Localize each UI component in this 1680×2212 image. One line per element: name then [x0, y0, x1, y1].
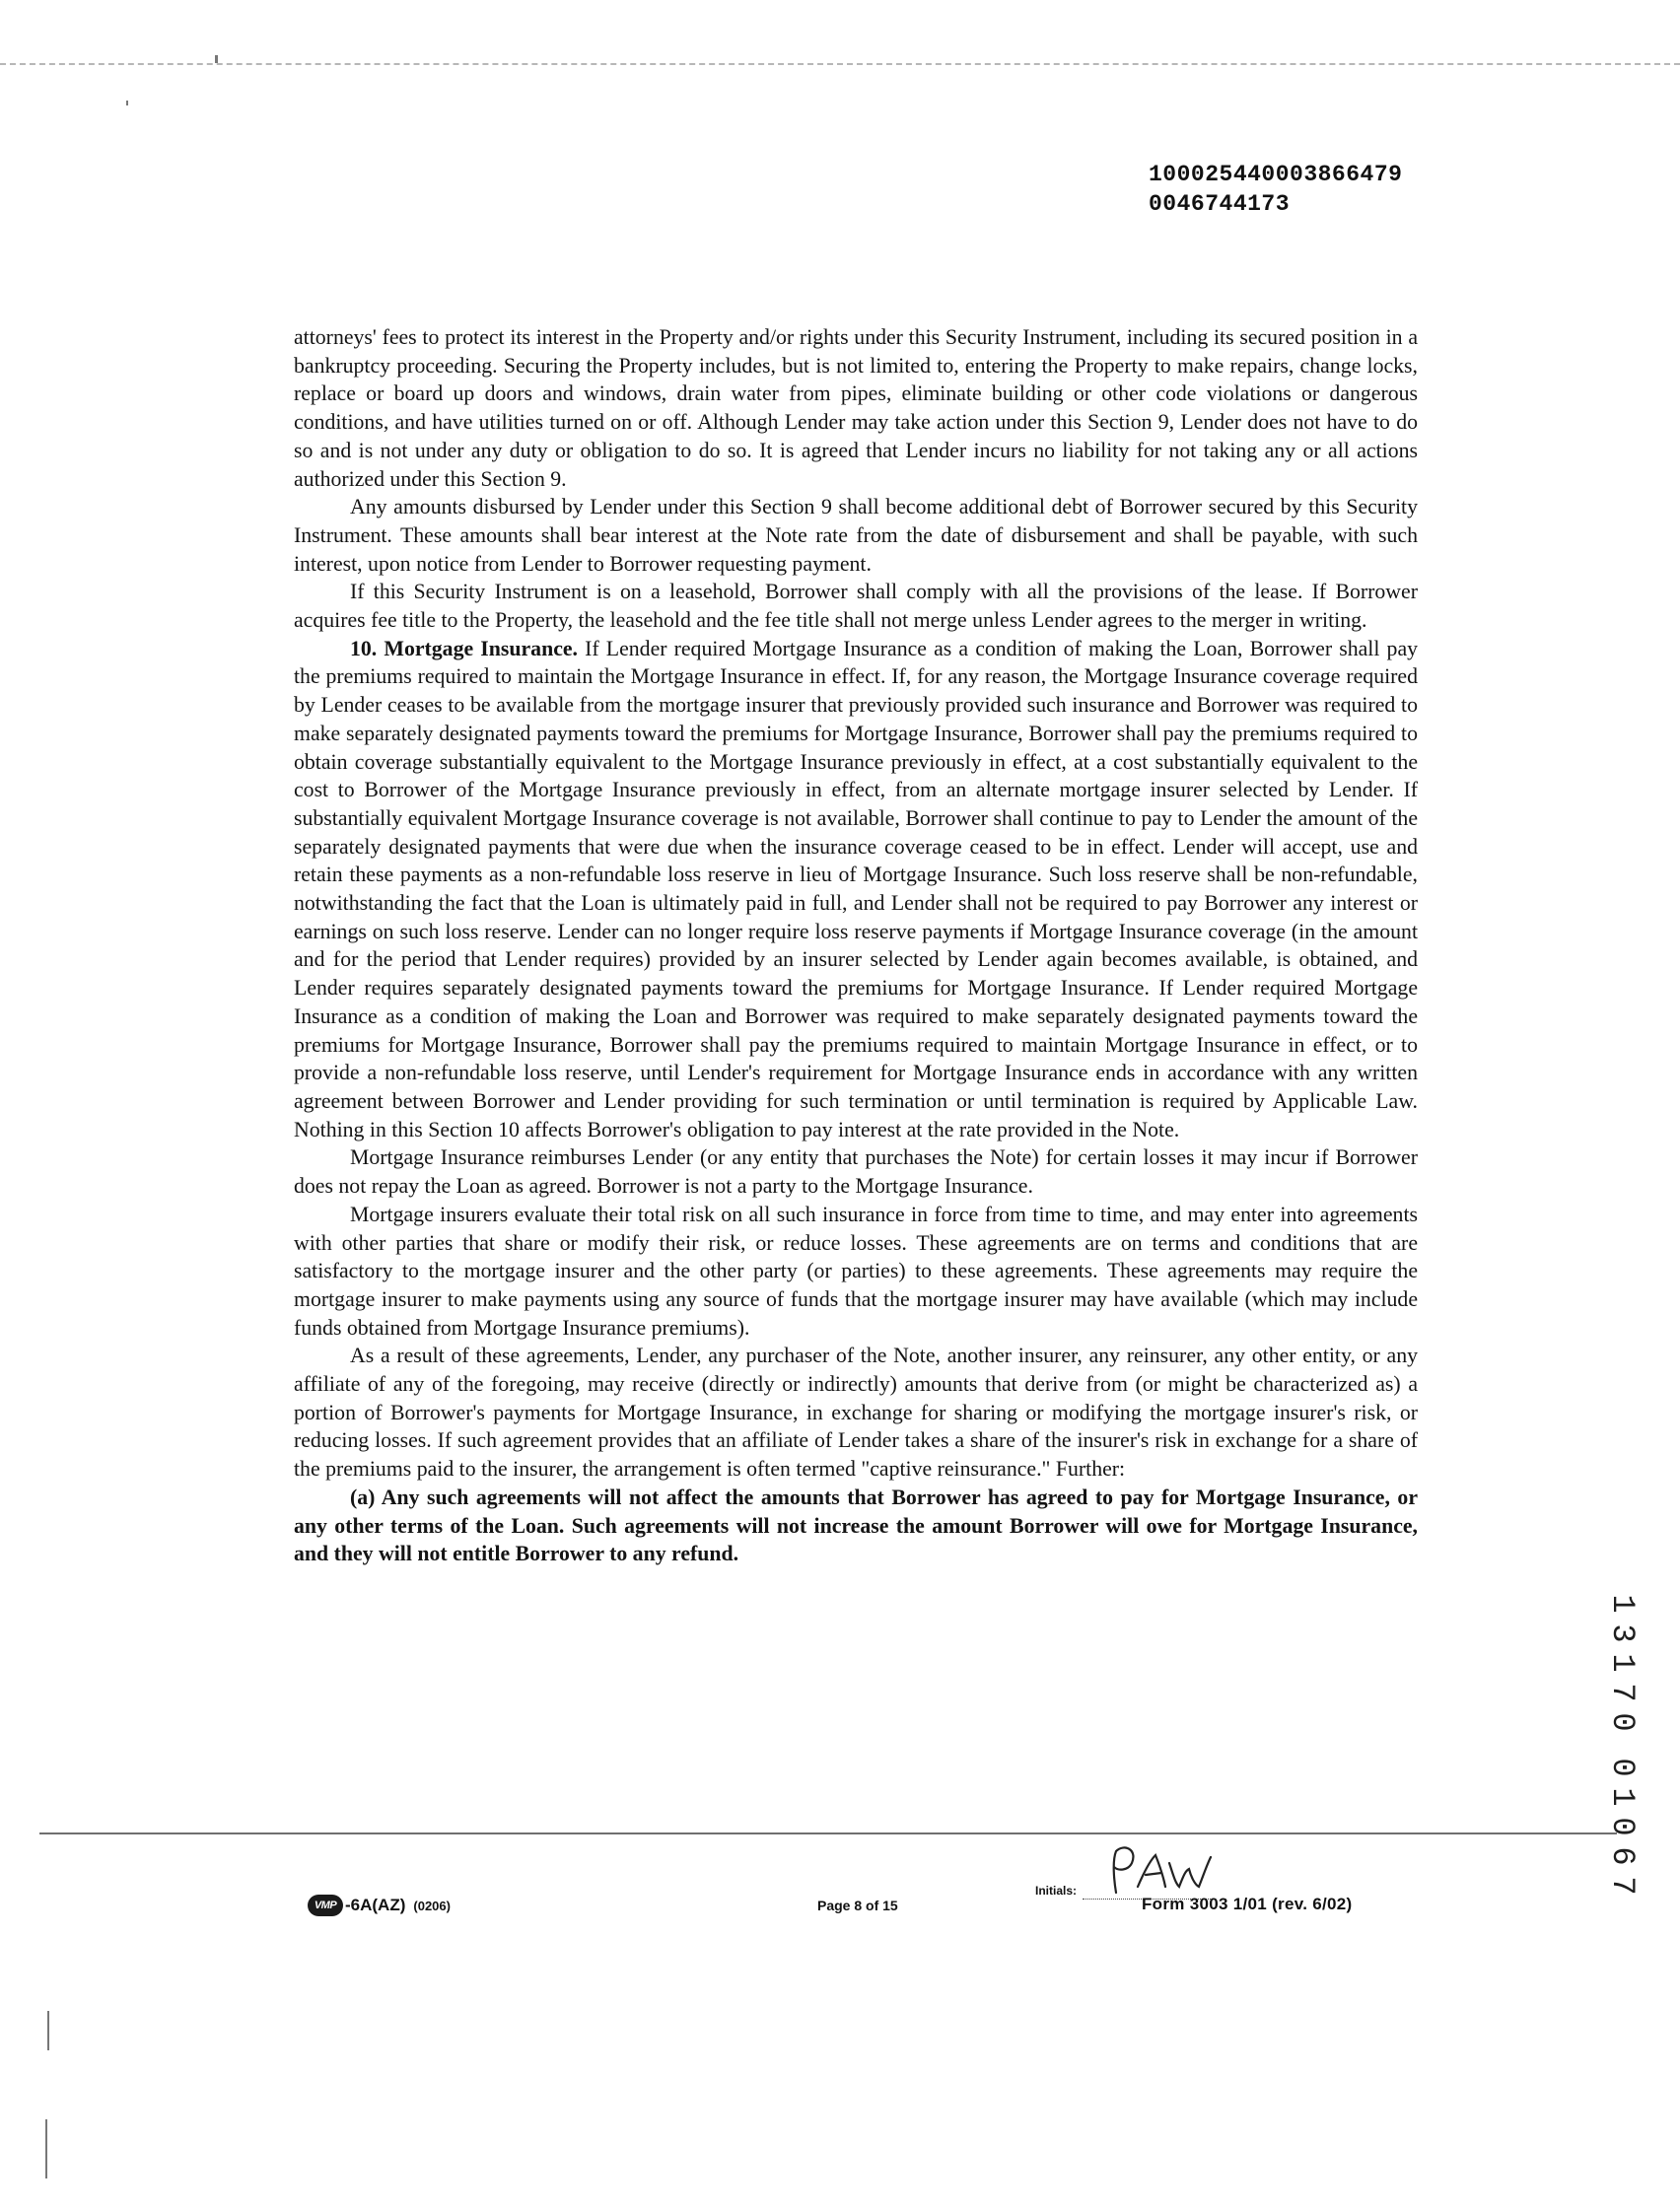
section-10-paragraph: [294, 635, 1418, 1144]
document-identifiers: [1149, 160, 1402, 219]
stamp-digit: 1: [1604, 1594, 1641, 1614]
paragraph-mi-reimburses: Mortgage Insurance reimburses Lender (or any entity that purchases the Note) for certain losses it may incur if Borrower does not repay the Loan as agreed. Borrower is not a party to the Mortgage Insurance.: [294, 1145, 1418, 1199]
vmp-logo-icon: VMP: [308, 1895, 343, 1916]
form-code-text: -6A(AZ): [345, 1896, 406, 1914]
footer-divider: [39, 1832, 1617, 1834]
paragraph-mi-insurers-evaluate: Mortgage insurers evaluate their total risk on all such insurance in force from time to time, and may enter into agreements with other parties that share or modify their risk, or reduce losses. These agreements are on terms and conditions that are satisfactory to the mortgage insurer and the other party (or parties) to these agreements. These agreements may require the mortgage insurer to make payments using any source of funds that the mortgage insurer may have available (which may include funds obtained from Mortgage Insurance premiums).: [294, 1202, 1418, 1340]
scan-speck: [45, 2119, 47, 2178]
loan-number: 100025440003866479: [1149, 162, 1403, 187]
paragraph-agreements-result: As a result of these agreements, Lender, any purchaser of the Note, another insurer, any reinsurer, any other entity, or any affiliate of any of the foregoing, may receive (directly or indirectly) amounts that derive from (or might be characterized as) a portion of Borrower's payments for Mortgage Insurance, in exchange for sharing or modifying the mortgage insurer's risk, or reducing losses. If such agreement provides that an affiliate of Lender takes a share of the insurer's risk in exchange for a share of the premiums paid to the insurer, the arrangement is often termed "captive reinsurance." Further:: [294, 1344, 1418, 1482]
paragraph-leasehold: If this Security Instrument is on a leasehold, Borrower shall comply with all the provisions of the lease. If Borrower acquires fee title to the Property, the leasehold and the fee title shall not merge unless Lender agrees to the merger in writing.: [294, 580, 1418, 633]
form-number: Form 3003 1/01 (rev. 6/02): [1142, 1895, 1353, 1913]
page-number: Page 8 of 15: [817, 1898, 898, 1913]
scan-speck: [215, 55, 218, 63]
paragraph-amounts-disbursed: Any amounts disbursed by Lender under this Section 9 shall become additional debt of Borrower secured by this Security Instrument. These amounts shall bear interest at the Note rate from the date of disbursement and shall be payable, with such interest, upon notice from Lender to Borrower requesting payment.: [294, 495, 1418, 576]
scan-speck: [126, 101, 128, 105]
document-body: [294, 323, 1418, 1568]
paragraph-securing-property: attorneys' fees to protect its interest in the Property and/or rights under this Security Instrument, including its secured position in a bankruptcy proceeding. Securing the Property includes, but is not limited to, entering the Property to make repairs, change locks, replace or board up doors and windows, drain water from pipes, eliminate building or other code violations or dangerous conditions, and have utilities turned on or off. Although Lender may take action under this Section 9, Lender does not have to do so and is not under any duty or obligation to do so. It is agreed that Lender incurs no liability for not taking any or all actions authorized under this Section 9.: [294, 325, 1418, 491]
stamp-digit: 0: [1604, 1817, 1641, 1836]
handwritten-initials-signature: [1102, 1841, 1221, 1901]
stamp-digit: 1: [1604, 1653, 1641, 1673]
reference-number: 0046744173: [1149, 191, 1291, 217]
form-code-date: (0206): [413, 1898, 451, 1913]
scan-top-edge: [0, 63, 1680, 65]
scan-speck: [47, 2011, 49, 2050]
section-10-heading: 10. Mortgage Insurance.: [350, 636, 578, 660]
stamp-digit: 1: [1604, 1787, 1641, 1807]
stamp-digit: 3: [1604, 1624, 1641, 1643]
side-stamp-number: [1605, 1589, 1639, 1901]
stamp-digit: 6: [1604, 1846, 1641, 1866]
stamp-digit: 7: [1604, 1683, 1641, 1702]
initials-label: Initials:: [1035, 1884, 1078, 1898]
stamp-digit: 0: [1604, 1712, 1641, 1732]
clause-a-agreements: (a) Any such agreements will not affect the amounts that Borrower has agreed to pay for Mortgage Insurance, or any other terms of the Loan. Such agreements will not increase the amount Borrower will owe for Mortgage Insurance, and they will not entitle Borrower to any refund.: [294, 1485, 1418, 1566]
form-code: [308, 1895, 451, 1916]
stamp-digit: 7: [1604, 1876, 1641, 1896]
stamp-digit: 0: [1604, 1758, 1641, 1777]
section-10-text: If Lender required Mortgage Insurance as a condition of making the Loan, Borrower shall pay the premiums required to maintain the Mortgage Insurance in effect. If, for any reason, the Mortgage Insurance coverage required by Lender ceases to be available from the mortgage insurer that previously provided such insurance and Borrower was required to make separately designated payments toward the premiums for Mortgage Insurance, Borrower shall pay the premiums required to obtain coverage substantially equivalent to the Mortgage Insurance previously in effect, at a cost substantially equivalent to the cost to Borrower of the Mortgage Insurance previously in effect, from an alternate mortgage insurer selected by Lender. If substantially equivalent Mortgage Insurance coverage is not available, Borrower shall continue to pay to Lender the amount of the separately designated payments that were due when the insurance coverage ceased to be in effect. Lender will accept, use and retain these payments as a non-refundable loss reserve in lieu of Mortgage Insurance. Such loss reserve shall be non-refundable, notwithstanding the fact that the Loan is ultimately paid in full, and Lender shall not be required to pay Borrower any interest or earnings on such loss reserve. Lender can no longer require loss reserve payments if Mortgage Insurance coverage (in the amount and for the period that Lender requires) provided by an insurer selected by Lender again becomes available, is obtained, and Lender requires separately designated payments toward the premiums for Mortgage Insurance. If Lender required Mortgage Insurance as a condition of making the Loan and Borrower was required to make separately designated payments toward the premiums for Mortgage Insurance, Borrower shall pay the premiums required to maintain Mortgage Insurance in effect, or to provide a non-refundable loss reserve, until Lender's requirement for Mortgage Insurance ends in accordance with any written agreement between Borrower and Lender providing for such termination or until termination is required by Applicable Law. Nothing in this Section 10 affects Borrower's obligation to pay interest at the rate provided in the Note.: [294, 636, 1419, 1141]
